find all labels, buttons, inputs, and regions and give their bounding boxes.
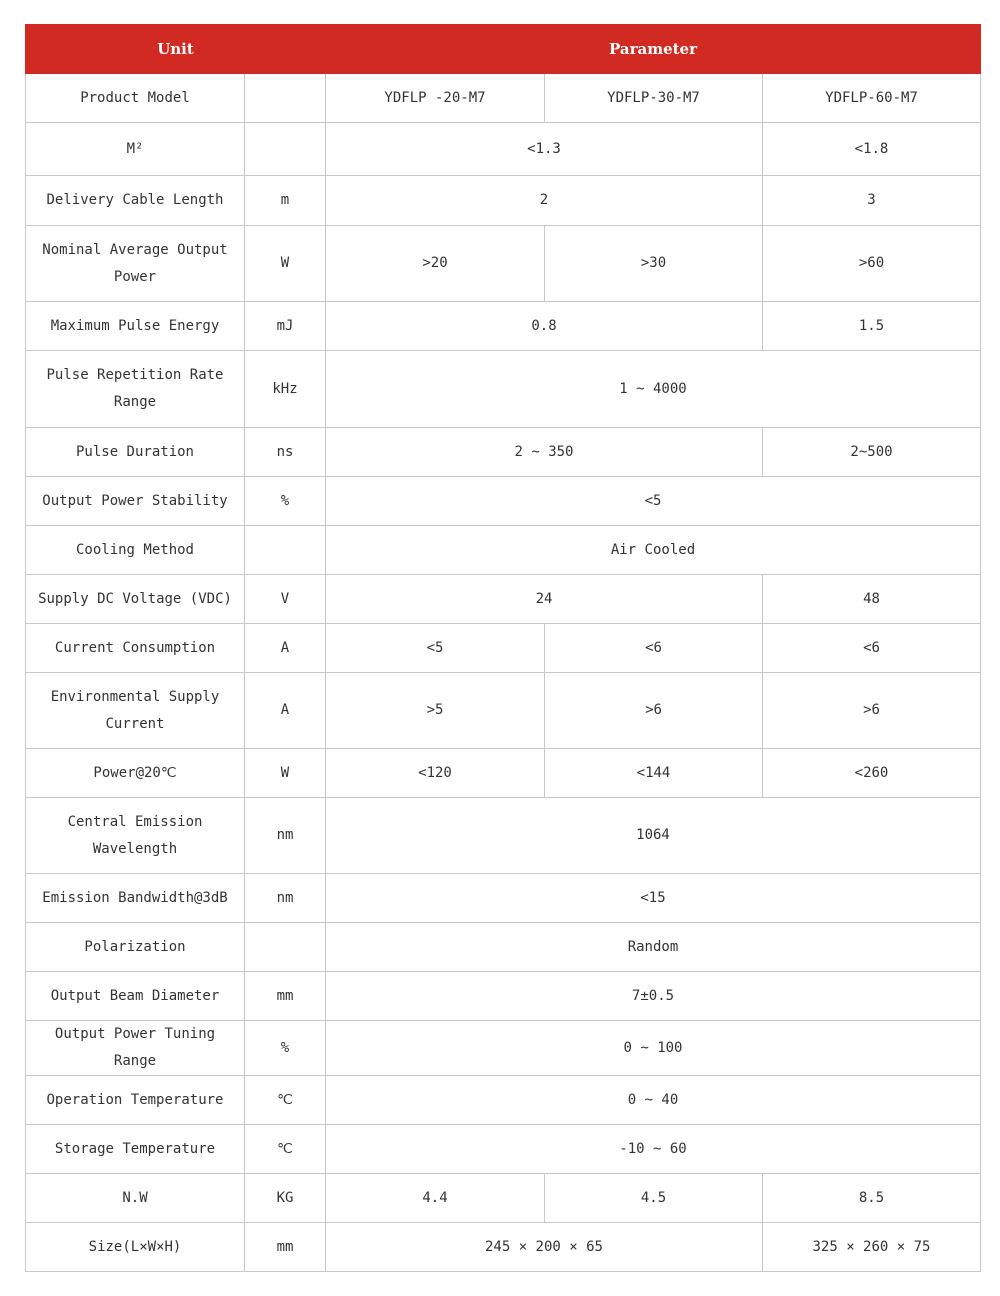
value-cell: 325 × 260 × 75	[763, 1223, 981, 1272]
value-cell: >20	[326, 226, 545, 302]
row-unit	[245, 74, 326, 123]
table-row	[26, 351, 981, 428]
value-cell: <5	[326, 477, 981, 526]
row-unit: ℃	[245, 1125, 326, 1174]
row-label: Output Beam Diameter	[26, 972, 245, 1021]
value-cell: -10 ~ 60	[326, 1125, 981, 1174]
value-cell: <1.3	[326, 123, 763, 176]
row-unit	[245, 526, 326, 575]
value-cell: >6	[545, 673, 763, 749]
value-cell: 2 ~ 350	[326, 428, 763, 477]
table-row	[26, 123, 981, 176]
row-label: Pulse Repetition Rate Range	[26, 351, 245, 428]
row-unit: mm	[245, 972, 326, 1021]
row-label: Output Power Stability	[26, 477, 245, 526]
row-label: Storage Temperature	[26, 1125, 245, 1174]
model-cell: YDFLP -20-M7	[326, 74, 545, 123]
table-row	[26, 575, 981, 624]
table-row	[26, 1223, 981, 1272]
row-unit: m	[245, 176, 326, 226]
row-label: Cooling Method	[26, 526, 245, 575]
row-unit: W	[245, 749, 326, 798]
value-cell: Random	[326, 923, 981, 972]
value-cell: 1 ~ 4000	[326, 351, 981, 428]
row-unit	[245, 923, 326, 972]
value-cell: >30	[545, 226, 763, 302]
value-cell: <1.8	[763, 123, 981, 176]
row-unit: W	[245, 226, 326, 302]
row-label: Central Emission Wavelength	[26, 798, 245, 874]
row-unit: mm	[245, 1223, 326, 1272]
row-unit	[245, 123, 326, 176]
row-unit: KG	[245, 1174, 326, 1223]
row-unit: ℃	[245, 1076, 326, 1125]
value-cell: 48	[763, 575, 981, 624]
value-cell: 0.8	[326, 302, 763, 351]
value-cell: 2	[326, 176, 763, 226]
row-label: Output Power Tuning Range	[26, 1021, 245, 1076]
row-unit: %	[245, 477, 326, 526]
value-cell: >5	[326, 673, 545, 749]
row-label: Nominal Average Output Power	[26, 226, 245, 302]
row-label: Pulse Duration	[26, 428, 245, 477]
row-unit: V	[245, 575, 326, 624]
spec-table	[25, 24, 981, 1272]
table-row	[26, 874, 981, 923]
row-unit: mJ	[245, 302, 326, 351]
value-cell: <15	[326, 874, 981, 923]
row-unit: A	[245, 624, 326, 673]
value-cell: >60	[763, 226, 981, 302]
model-cell: YDFLP-60-M7	[763, 74, 981, 123]
value-cell: 3	[763, 176, 981, 226]
row-unit: kHz	[245, 351, 326, 428]
table-row	[26, 673, 981, 749]
value-cell: 8.5	[763, 1174, 981, 1223]
row-unit: A	[245, 673, 326, 749]
value-cell: >6	[763, 673, 981, 749]
table-row	[26, 302, 981, 351]
row-label: M²	[26, 123, 245, 176]
row-unit: %	[245, 1021, 326, 1076]
row-unit: nm	[245, 874, 326, 923]
spec-table-container	[25, 24, 980, 1272]
table-row	[26, 226, 981, 302]
row-label: Environmental Supply Current	[26, 673, 245, 749]
value-cell: <6	[545, 624, 763, 673]
table-row	[26, 428, 981, 477]
value-cell: 245 × 200 × 65	[326, 1223, 763, 1272]
row-unit: nm	[245, 798, 326, 874]
value-cell: 7±0.5	[326, 972, 981, 1021]
value-cell: 2~500	[763, 428, 981, 477]
row-label: N.W	[26, 1174, 245, 1223]
value-cell: 24	[326, 575, 763, 624]
value-cell: <260	[763, 749, 981, 798]
header-row	[26, 25, 981, 74]
value-cell: 4.4	[326, 1174, 545, 1223]
header-unit: Unit	[26, 25, 326, 74]
table-row	[26, 74, 981, 123]
row-label: Emission Bandwidth@3dB	[26, 874, 245, 923]
row-unit: ns	[245, 428, 326, 477]
table-row	[26, 1076, 981, 1125]
row-label: Current Consumption	[26, 624, 245, 673]
value-cell: <144	[545, 749, 763, 798]
row-label: Maximum Pulse Energy	[26, 302, 245, 351]
table-row	[26, 749, 981, 798]
row-label: Size(L×W×H)	[26, 1223, 245, 1272]
row-label: Product Model	[26, 74, 245, 123]
table-row	[26, 624, 981, 673]
row-label: Operation Temperature	[26, 1076, 245, 1125]
table-row	[26, 923, 981, 972]
row-label: Delivery Cable Length	[26, 176, 245, 226]
row-label: Power@20℃	[26, 749, 245, 798]
row-label: Supply DC Voltage (VDC)	[26, 575, 245, 624]
value-cell: 1064	[326, 798, 981, 874]
table-row	[26, 176, 981, 226]
value-cell: <5	[326, 624, 545, 673]
row-label: Polarization	[26, 923, 245, 972]
value-cell: 4.5	[545, 1174, 763, 1223]
table-row	[26, 1125, 981, 1174]
value-cell: 1.5	[763, 302, 981, 351]
table-row	[26, 1021, 981, 1076]
value-cell: Air Cooled	[326, 526, 981, 575]
value-cell: 0 ~ 40	[326, 1076, 981, 1125]
model-cell: YDFLP-30-M7	[545, 74, 763, 123]
value-cell: 0 ~ 100	[326, 1021, 981, 1076]
table-row	[26, 477, 981, 526]
table-row	[26, 798, 981, 874]
value-cell: <6	[763, 624, 981, 673]
table-row	[26, 1174, 981, 1223]
table-row	[26, 526, 981, 575]
header-parameter: Parameter	[326, 25, 981, 74]
table-row	[26, 972, 981, 1021]
value-cell: <120	[326, 749, 545, 798]
